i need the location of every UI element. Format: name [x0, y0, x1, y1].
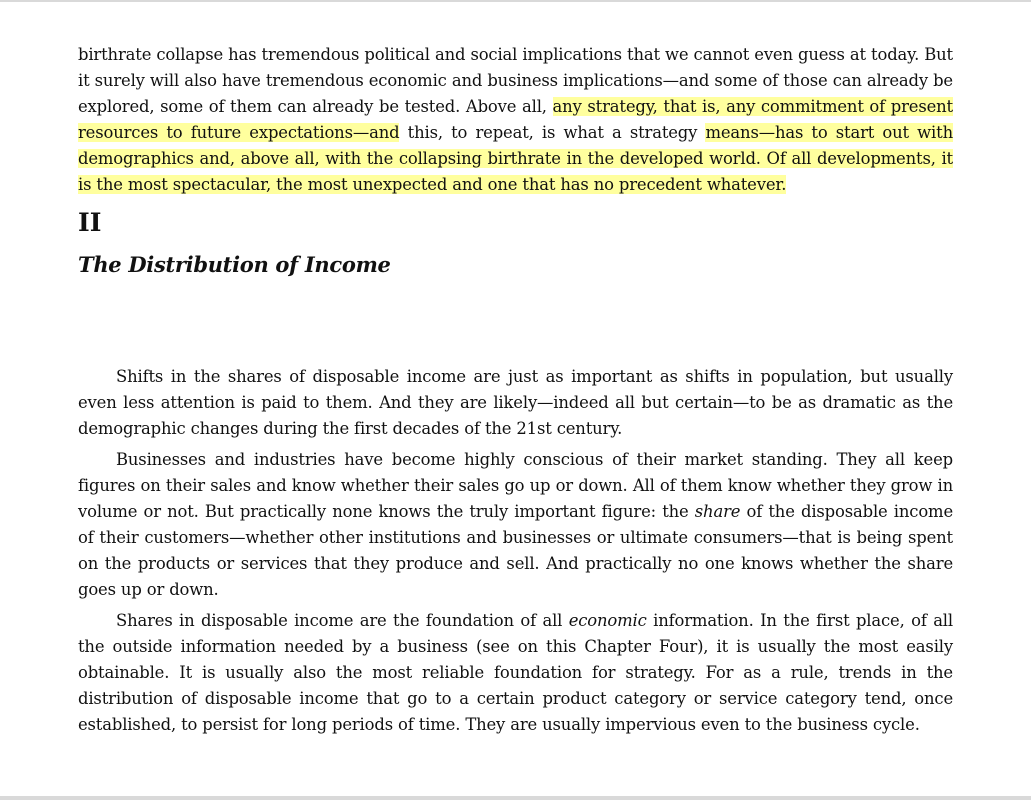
intro-text-middle: this, to repeat, is what a strategy: [399, 123, 706, 142]
intro-text-before: birthrate collapse has tremendous political and social implications that we cannot even guess at today. But it surely will also have tremendous economic and business implications—and some of those can already be explored, some of them can already be tested. Above all,: [78, 45, 953, 116]
highlight-1[interactable]: any strategy, that is, any commitment of present resources to future expectations—and: [78, 97, 953, 142]
paragraph-2-before: Businesses and industries have become highly conscious of their market standing. They all keep figures on their sales and know whether their sales go up or down. All of them know whether they grow in volume or not. But practically none knows the truly important figure: the: [78, 450, 953, 521]
body-text: [78, 364, 953, 738]
book-page: [78, 42, 953, 738]
top-border: [0, 0, 1031, 2]
section-number: II: [78, 208, 102, 237]
paragraph-2-after: of the disposable income of their customers—whether other institutions and businesses or ultimate consumers—that is being spent on the products or services that they produce and sell. And practically no one knows whether the share goes up or down.: [78, 502, 953, 599]
intro-paragraph: [78, 42, 953, 198]
paragraph-3-before: Shares in disposable income are the foundation of all: [116, 611, 569, 630]
paragraph-2-emphasis: share: [694, 502, 741, 521]
section-title: The Distribution of Income: [78, 252, 391, 277]
bottom-border: [0, 796, 1031, 800]
paragraph-3-emphasis: economic: [568, 611, 647, 630]
paragraph-3-after: information. In the first place, of all the outside information needed by a business (see on this Chapter Four), it is usually the most easily obtainable. It is usually also the most reliable foundation for strategy. For as a rule, trends in the distribution of disposable income that go to a certain product category or service category tend, once established, to persist for long periods of time. They are usually impervious even to the business cycle.: [78, 611, 953, 734]
paragraph-3: [78, 608, 953, 738]
paragraph-1: Shifts in the shares of disposable income are just as important as shifts in population, but usually even less attention is paid to them. And they are likely—indeed all but certain—to be as dramatic as the demographic changes during the first decades of the 21st century.: [78, 367, 953, 438]
highlight-2[interactable]: means—has to start out with demographics and, above all, with the collapsing birthrate in the developed world. Of all developments, it is the most spectacular, the most unexpected and one that has no precedent whatever.: [78, 123, 953, 194]
paragraph-2: [78, 447, 953, 603]
